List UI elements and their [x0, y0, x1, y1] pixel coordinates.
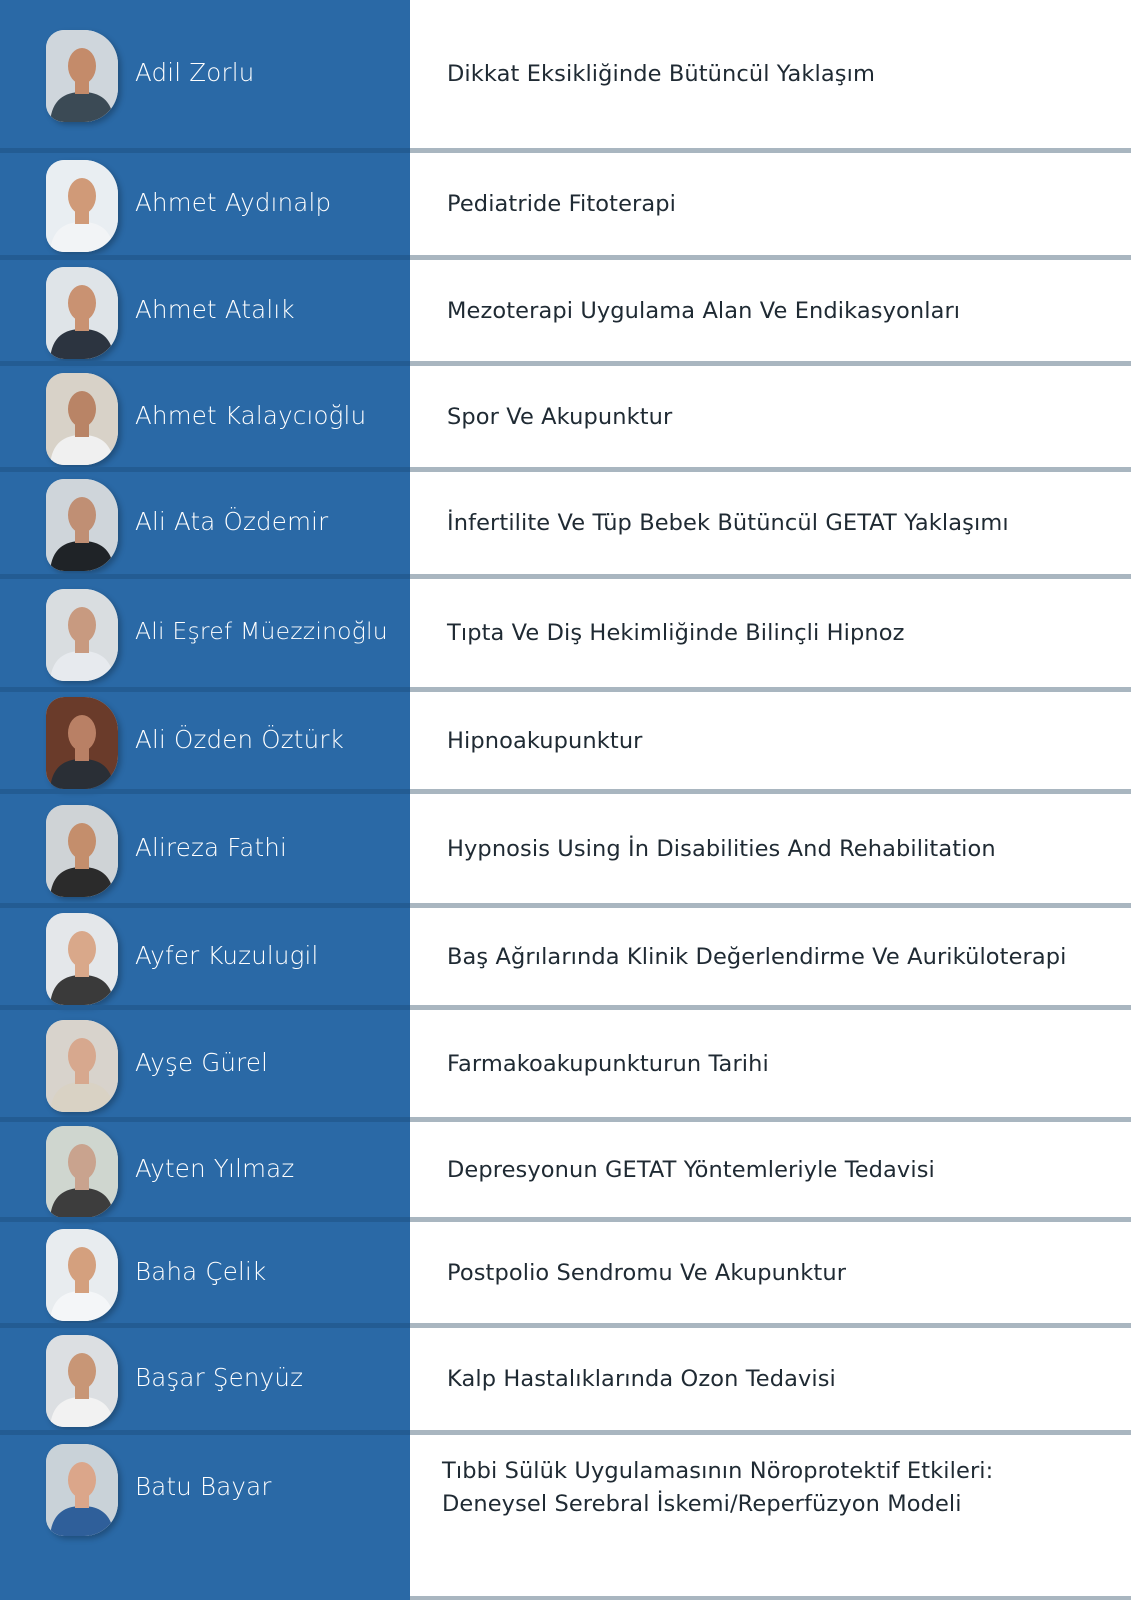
person-silhouette-icon — [46, 1335, 118, 1427]
speaker-photo — [46, 1444, 118, 1536]
talk-title — [447, 1257, 1117, 1290]
speaker-name: Batu Bayar — [135, 1471, 272, 1501]
person-silhouette-icon — [46, 1229, 118, 1321]
talk-title — [447, 401, 1117, 434]
talk-title-line: Dikkat Eksikliğinde Bütüncül Yaklaşım — [447, 61, 875, 87]
talk-title-line: Mezoterapi Uygulama Alan Ve Endikasyonları — [447, 297, 961, 324]
speaker-row — [0, 366, 1131, 472]
person-silhouette-icon — [46, 160, 118, 252]
speaker-name: Baha Çelik — [135, 1256, 267, 1286]
speaker-row — [0, 1010, 1131, 1122]
talk-title-line: Farmakoakupunkturun Tarihi — [447, 1050, 769, 1077]
talk-title-line: Tıpta Ve Diş Hekimliğinde Bilinçli Hipnoz — [447, 620, 905, 646]
talk-title-line: Spor Ve Akupunktur — [447, 403, 673, 430]
speaker-name: Alireza Fathi — [135, 832, 288, 862]
talk-title — [447, 58, 1117, 91]
talk-title — [447, 1048, 1117, 1081]
speaker-row — [0, 1328, 1131, 1435]
talk-title-line: Kalp Hastalıklarında Ozon Tedavisi — [447, 1366, 836, 1392]
speaker-name: Ayfer Kuzulugil — [135, 940, 319, 970]
person-silhouette-icon — [46, 1444, 118, 1536]
speaker-name: Adil Zorlu — [135, 58, 255, 87]
talk-title-line: Postpolio Sendromu Ve Akupunktur — [447, 1259, 847, 1286]
person-silhouette-icon — [46, 589, 118, 681]
speaker-photo — [46, 1126, 118, 1218]
person-silhouette-icon — [46, 1020, 118, 1112]
speaker-name: Ali Ata Özdemir — [135, 507, 329, 536]
speaker-name: Başar Şenyüz — [135, 1363, 304, 1392]
talk-title — [447, 833, 1117, 866]
person-silhouette-icon — [46, 373, 118, 465]
speaker-row — [0, 0, 1131, 153]
speaker-photo — [46, 913, 118, 1005]
person-silhouette-icon — [46, 697, 118, 789]
talk-title — [447, 1154, 1117, 1187]
speaker-row — [0, 908, 1131, 1010]
speaker-row — [0, 1122, 1131, 1222]
talk-title — [447, 295, 1117, 328]
speaker-row — [0, 1222, 1131, 1328]
speaker-row — [0, 260, 1131, 366]
speaker-photo — [46, 160, 118, 252]
speaker-photo — [46, 30, 118, 122]
person-silhouette-icon — [46, 913, 118, 1005]
speaker-photo — [46, 1020, 118, 1112]
speaker-name: Ayşe Gürel — [135, 1047, 269, 1077]
talk-title — [447, 725, 1117, 758]
speaker-row — [0, 472, 1131, 579]
person-silhouette-icon — [46, 267, 118, 359]
speaker-row — [0, 692, 1131, 794]
speaker-row — [0, 153, 1131, 260]
talk-title — [447, 507, 1117, 540]
speaker-photo — [46, 805, 118, 897]
talk-title-line: Baş Ağrılarında Klinik Değerlendirme Ve Auriküloterapi — [447, 943, 1067, 970]
speaker-photo — [46, 479, 118, 571]
person-silhouette-icon — [46, 479, 118, 571]
speaker-photo — [46, 589, 118, 681]
speaker-row — [0, 1435, 1131, 1600]
speaker-photo — [46, 1229, 118, 1321]
talk-title — [442, 1455, 1112, 1521]
speaker-name: Ahmet Atalık — [135, 294, 295, 324]
speaker-photo — [46, 373, 118, 465]
speaker-photo — [46, 1335, 118, 1427]
talk-title — [447, 941, 1117, 974]
talk-title-line: Tıbbi Sülük Uygulamasının Nöroprotektif Etkileri: — [442, 1457, 994, 1484]
speaker-name: Ahmet Aydınalp — [135, 188, 332, 217]
person-silhouette-icon — [46, 30, 118, 122]
person-silhouette-icon — [46, 805, 118, 897]
speaker-row — [0, 794, 1131, 908]
speaker-name: Ali Özden Öztürk — [135, 724, 344, 754]
speaker-row — [0, 579, 1131, 692]
talk-title-line: Hipnoakupunktur — [447, 727, 643, 754]
speaker-photo — [46, 697, 118, 789]
speaker-name: Ali Eşref Müezzinoğlu — [135, 617, 388, 645]
row-divider-right — [410, 1596, 1131, 1600]
speaker-name: Ahmet Kalaycıoğlu — [135, 400, 367, 430]
talk-title — [447, 617, 1117, 650]
talk-title — [447, 188, 1117, 221]
talk-title-line: İnfertilite Ve Tüp Bebek Bütüncül GETAT Yaklaşımı — [447, 510, 1009, 536]
speaker-photo — [46, 267, 118, 359]
talk-title-line: Pediatride Fitoterapi — [447, 191, 677, 217]
person-silhouette-icon — [46, 1126, 118, 1218]
speaker-name: Ayten Yılmaz — [135, 1153, 295, 1183]
talk-title-line: Deneysel Serebral İskemi/Reperfüzyon Modeli — [442, 1490, 962, 1517]
talk-title-line: Depresyonun GETAT Yöntemleriyle Tedavisi — [447, 1156, 935, 1183]
talk-title — [447, 1363, 1117, 1396]
talk-title-line: Hypnosis Using İn Disabilities And Rehabilitation — [447, 835, 996, 862]
